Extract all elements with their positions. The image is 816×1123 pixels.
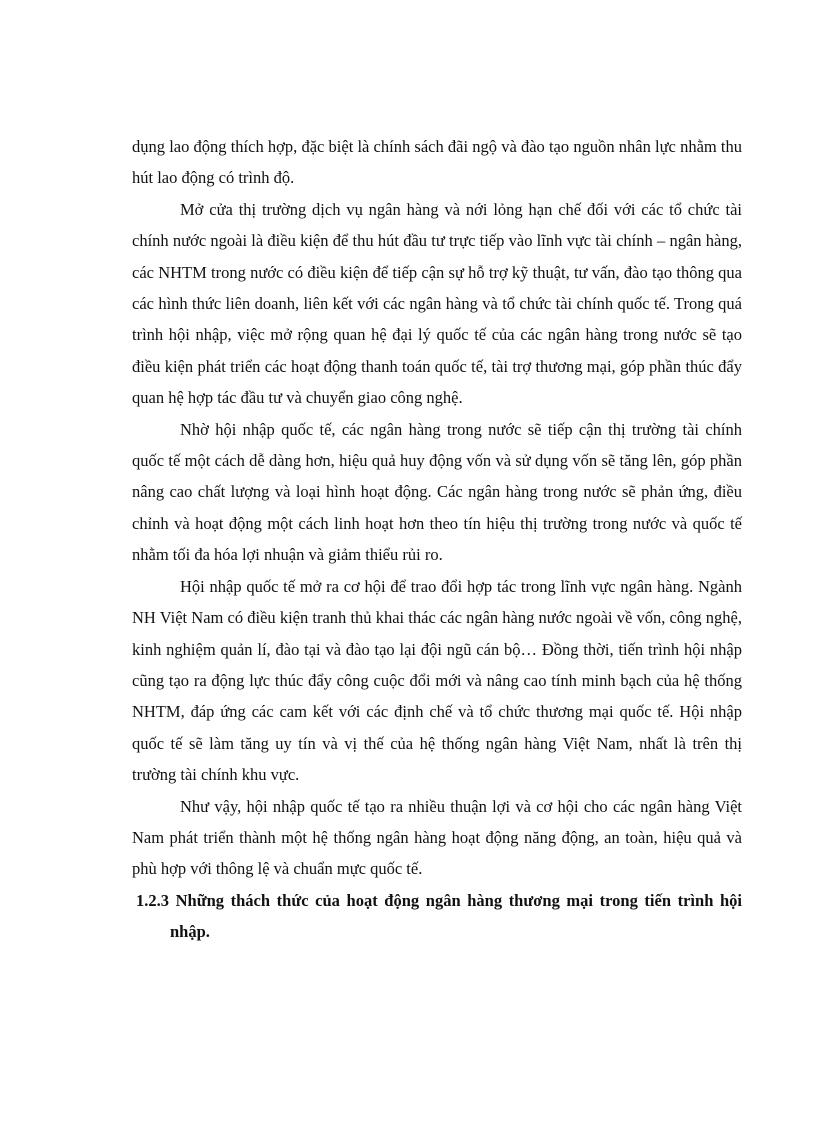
paragraph-conclusion: Như vậy, hội nhập quốc tế tạo ra nhiều thuận lợi và cơ hội cho các ngân hàng Việt Nam phát triển thành một hệ thống ngân hàng hoạt động năng động, an toàn, hiệu quả và phù hợp với thông lệ và chuẩn mực quốc tế.: [132, 796, 742, 879]
paragraph-international-integration: Nhờ hội nhập quốc tế, các ngân hàng trong nước sẽ tiếp cận thị trường tài chính quốc tế một cách dễ dàng hơn, hiệu quả huy động vốn và sử dụng vốn sẽ tăng lên, góp phần nâng cao chất lượng và loại hình hoạt động. Các ngân hàng trong nước sẽ phản ứng, điều chỉnh và hoạt động một cách linh hoạt hơn theo tín hiệu thị trường trong nước và quốc tế nhằm tối đa hóa lợi nhuận và giảm thiểu rủi ro.: [132, 419, 742, 565]
paragraph-cooperation-opportunities: Hội nhập quốc tế mở ra cơ hội để trao đổi hợp tác trong lĩnh vực ngân hàng. Ngành NH Việt Nam có điều kiện tranh thủ khai thác các ngân hàng nước ngoài về vốn, công nghệ, kinh nghiệm quản lí, đào tại và đào tạo lại đội ngũ cán bộ… Đồng thời, tiến trình hội nhập cũng tạo ra động lực thúc đẩy công cuộc đổi mới và nâng cao tính minh bạch của hệ thống NHTM, đáp ứng các cam kết với các định chế và tổ chức thương mại quốc tế. Hội nhập quốc tế sẽ làm tăng uy tín và vị thế của hệ thống ngân hàng Việt Nam, nhất là trên thị trường tài chính khu vực.: [132, 576, 742, 785]
document-page: [132, 131, 742, 948]
section-heading: 1.2.3 Những thách thức của hoạt động ngân hàng thương mại trong tiến trình hội nhập.: [136, 890, 742, 942]
paragraph-continuation: dụng lao động thích hợp, đặc biệt là chính sách đãi ngộ và đào tạo nguồn nhân lực nhằm thu hút lao động có trình độ.: [132, 137, 742, 188]
paragraph-market-opening: Mở cửa thị trường dịch vụ ngân hàng và nới lỏng hạn chế đối với các tổ chức tài chính nước ngoài là điều kiện để thu hút đầu tư trực tiếp vào lĩnh vực tài chính – ngân hàng, các NHTM trong nước có điều kiện để tiếp cận sự hỗ trợ kỹ thuật, tư vấn, đào tạo thông qua các hình thức liên doanh, liên kết với các ngân hàng và tổ chức tài chính quốc tế. Trong quá trình hội nhập, việc mở rộng quan hệ đại lý quốc tế của các ngân hàng trong nước sẽ tạo điều kiện phát triển các hoạt động thanh toán quốc tế, tài trợ thương mại, góp phần thúc đẩy quan hệ hợp tác đầu tư và chuyển giao công nghệ.: [132, 199, 742, 408]
